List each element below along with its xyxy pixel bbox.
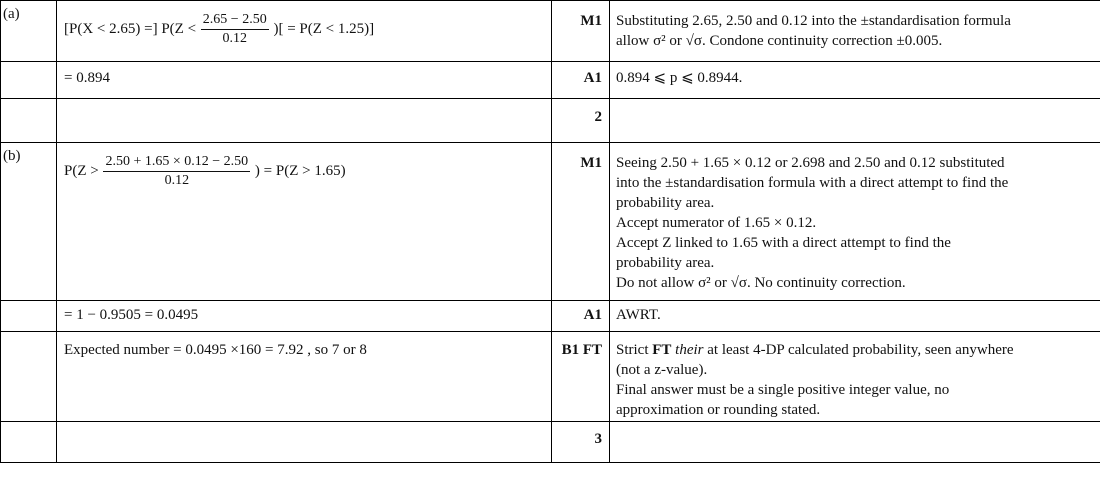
working-rhs: )[ = P(Z < 1.25)] [273, 20, 375, 37]
mark-b-m1: M1 [552, 143, 610, 301]
working-b-answer: = 1 − 0.9505 = 0.0495 [57, 301, 552, 332]
notes-line [616, 340, 1096, 360]
notes-line: probability area. [616, 195, 715, 211]
mark-a-a1: A1 [552, 62, 610, 99]
notes-line1-rest: at least 4-DP calculated probability, seen anywhere [707, 342, 1014, 358]
part-empty [1, 332, 57, 422]
notes-empty [610, 99, 1100, 143]
notes-strict: Strict [616, 342, 649, 358]
working-a-standardise [57, 1, 552, 62]
notes-a-a1: 0.894 ⩽ p ⩽ 0.8944. [610, 62, 1100, 99]
working-a-answer: = 0.894 [57, 62, 552, 99]
row-b-expected [1, 332, 1100, 422]
part-empty [1, 99, 57, 143]
part-label-a: (a) [1, 1, 57, 62]
notes-line: Accept Z linked to 1.65 with a direct attempt to find the [616, 235, 951, 251]
notes-line: Substituting 2.65, 2.50 and 0.12 into the ±standardisation formula [616, 13, 1011, 29]
fraction-denominator: 0.12 [164, 173, 190, 188]
row-b-method [1, 143, 1100, 301]
notes-line: Final answer must be a single positive integer value, no [616, 382, 950, 398]
working-empty [57, 99, 552, 143]
part-empty [1, 422, 57, 463]
notes-line: approximation or rounding stated. [616, 402, 821, 418]
working-rhs: ) = P(Z > 1.65) [254, 162, 346, 179]
notes-line: (not a z-value). [616, 362, 708, 378]
notes-line: probability area. [616, 255, 715, 271]
notes-line: Do not allow σ² or √σ. No continuity correction. [616, 275, 906, 291]
working-b-expected: Expected number = 0.0495 ×160 = 7.92 , so 7 or 8 [57, 332, 552, 422]
working-empty [57, 422, 552, 463]
working-lhs: [P(X < 2.65) =] P(Z < [64, 20, 197, 37]
notes-empty [610, 422, 1100, 463]
row-a-accuracy [1, 62, 1100, 99]
working-b-standardise [57, 143, 552, 301]
notes-a-m1 [610, 1, 1100, 62]
part-empty [1, 301, 57, 332]
fraction-denominator: 0.12 [222, 31, 247, 46]
notes-their-italic: their [675, 342, 704, 358]
working-lhs: P(Z > [64, 162, 99, 179]
notes-line: Seeing 2.50 + 1.65 × 0.12 or 2.698 and 2.50 and 0.12 substituted [616, 155, 1005, 171]
fraction-numerator: 2.65 − 2.50 [201, 11, 269, 30]
notes-b-a1: AWRT. [610, 301, 1100, 332]
row-b-total [1, 422, 1100, 463]
fraction [103, 153, 250, 190]
notes-ft-bold: FT [652, 342, 672, 358]
notes-line: Accept numerator of 1.65 × 0.12. [616, 215, 817, 231]
notes-line: allow σ² or √σ. Condone continuity correction ±0.005. [616, 33, 943, 49]
notes-line: into the ±standardisation formula with a direct attempt to find the [616, 175, 1009, 191]
total-a: 2 [552, 99, 610, 143]
total-b: 3 [552, 422, 610, 463]
mark-b-b1ft: B1 FT [552, 332, 610, 422]
notes-b-m1 [610, 143, 1100, 301]
row-a-method [1, 1, 1100, 62]
part-label-b: (b) [1, 143, 57, 301]
row-a-total [1, 99, 1100, 143]
notes-b-b1ft [610, 332, 1100, 422]
fraction-numerator: 2.50 + 1.65 × 0.12 − 2.50 [103, 153, 250, 172]
fraction [201, 11, 269, 48]
part-empty [1, 62, 57, 99]
mark-a-m1: M1 [552, 1, 610, 62]
mark-b-a1: A1 [552, 301, 610, 332]
row-b-accuracy [1, 301, 1100, 332]
